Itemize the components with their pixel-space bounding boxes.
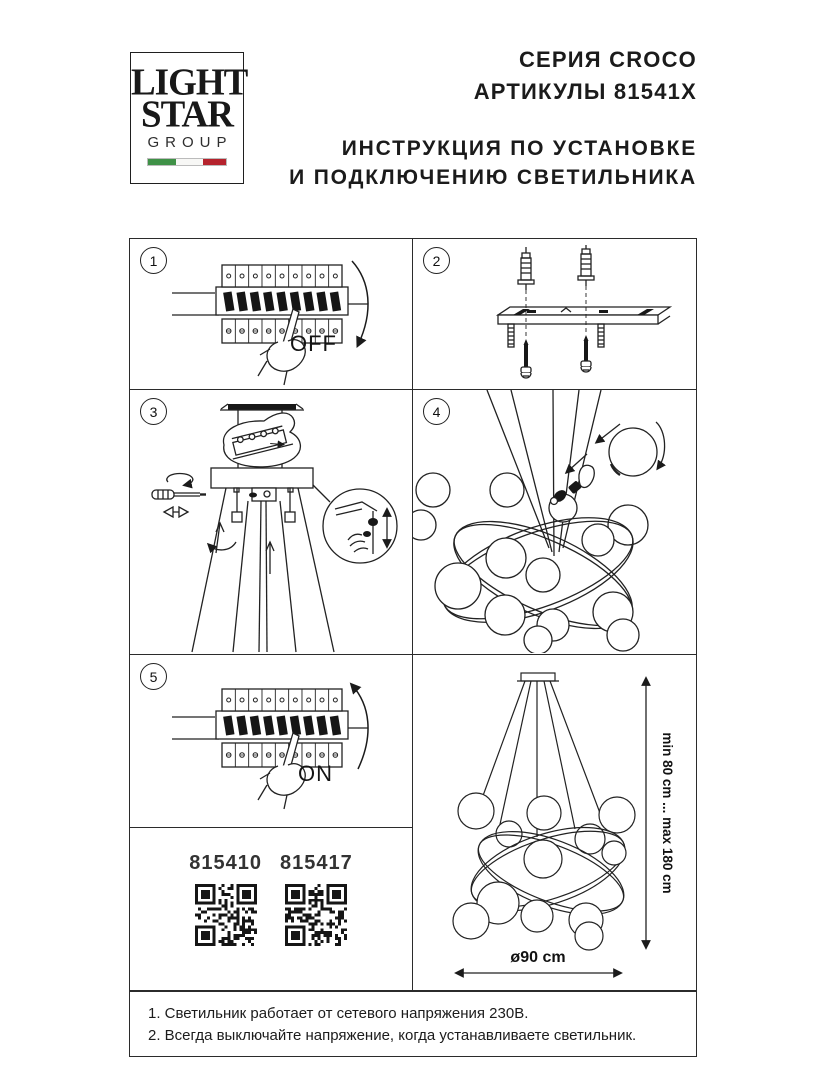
flag-green [148, 159, 176, 165]
height-range-label: min 80 cm ... max 180 cm [660, 732, 675, 894]
step-number-badge: 1 [140, 247, 167, 274]
header-instruction-block [289, 134, 697, 192]
arrow-up-icon [352, 685, 368, 769]
globe-assembly-drawing [413, 390, 694, 653]
off-label: OFF [290, 331, 337, 356]
qr-item [280, 852, 353, 951]
mounting-bracket-drawing [431, 245, 676, 387]
note-line: 1. Светильник работает от сетевого напряжения 230В. [148, 1005, 529, 1022]
series-title: СЕРИЯ CROCO [518, 47, 697, 72]
step3-panel [129, 389, 413, 655]
threaded-stud-icon [508, 324, 514, 347]
step-number-badge: 4 [423, 398, 450, 425]
wall-dowel-icon [518, 247, 534, 290]
circuit-breaker-on-drawing [166, 673, 381, 813]
flag-red [203, 159, 226, 165]
threaded-stud-icon [598, 324, 604, 347]
step2-panel [412, 238, 697, 390]
dimensions-panel [412, 654, 697, 991]
logo-word-light: LIGHT [131, 61, 248, 104]
circuit-breaker-off-drawing [166, 249, 381, 389]
step-number-badge: 5 [140, 663, 167, 690]
step-number-badge: 3 [140, 398, 167, 425]
article-code: 815410 [189, 852, 262, 874]
wall-dowel-icon [578, 245, 594, 286]
articles-title: АРТИКУЛЫ 81541X [473, 79, 697, 104]
article-code: 815417 [280, 852, 353, 874]
diameter-label: ø90 cm [510, 949, 566, 966]
step-number-badge: 2 [423, 247, 450, 274]
note-line: 2. Всегда выключайте напряжение, когда устанавливаете светильник. [148, 1027, 637, 1044]
chandelier-dimensions-drawing [413, 655, 695, 989]
logo-word-group: GROUP [147, 134, 233, 151]
italian-flag-bar [147, 158, 227, 166]
logo-word-star: STAR [141, 93, 233, 136]
terminal-block-detail-bubble [223, 413, 300, 467]
screw-icon [521, 339, 531, 378]
pull-up-arrow-icon [209, 523, 236, 553]
pull-up-arrow-icon [266, 542, 274, 574]
flag-white [176, 159, 203, 165]
header-series-block [474, 44, 697, 108]
qr-code-icon [195, 884, 257, 946]
safety-notes [129, 991, 697, 1057]
rotate-arrow-icon [167, 473, 193, 485]
qr-item [189, 852, 262, 951]
instruction-title-line2: И ПОДКЛЮЧЕНИЮ СВЕТИЛЬНИКА [289, 166, 697, 189]
instruction-title-line1: ИНСТРУКЦИЯ ПО УСТАНОВКЕ [341, 137, 697, 160]
globe-install-detail [597, 422, 665, 476]
step5-panel [129, 654, 413, 828]
left-right-arrow-icon [164, 507, 188, 517]
screwdriver-icon [152, 473, 206, 517]
qr-codes-panel [129, 827, 413, 991]
step1-panel [129, 238, 413, 390]
rotate-arrow-icon [656, 422, 665, 468]
arrow-down-icon [352, 261, 368, 345]
screw-icon [581, 335, 591, 372]
qr-code-icon [285, 884, 347, 946]
cable-adjuster-detail-bubble [313, 485, 397, 563]
glass-globes [435, 524, 639, 653]
canopy-mounting-drawing [130, 390, 411, 653]
on-label: ON [298, 761, 333, 786]
lightstar-logo [130, 52, 248, 184]
step4-panel [412, 389, 697, 655]
